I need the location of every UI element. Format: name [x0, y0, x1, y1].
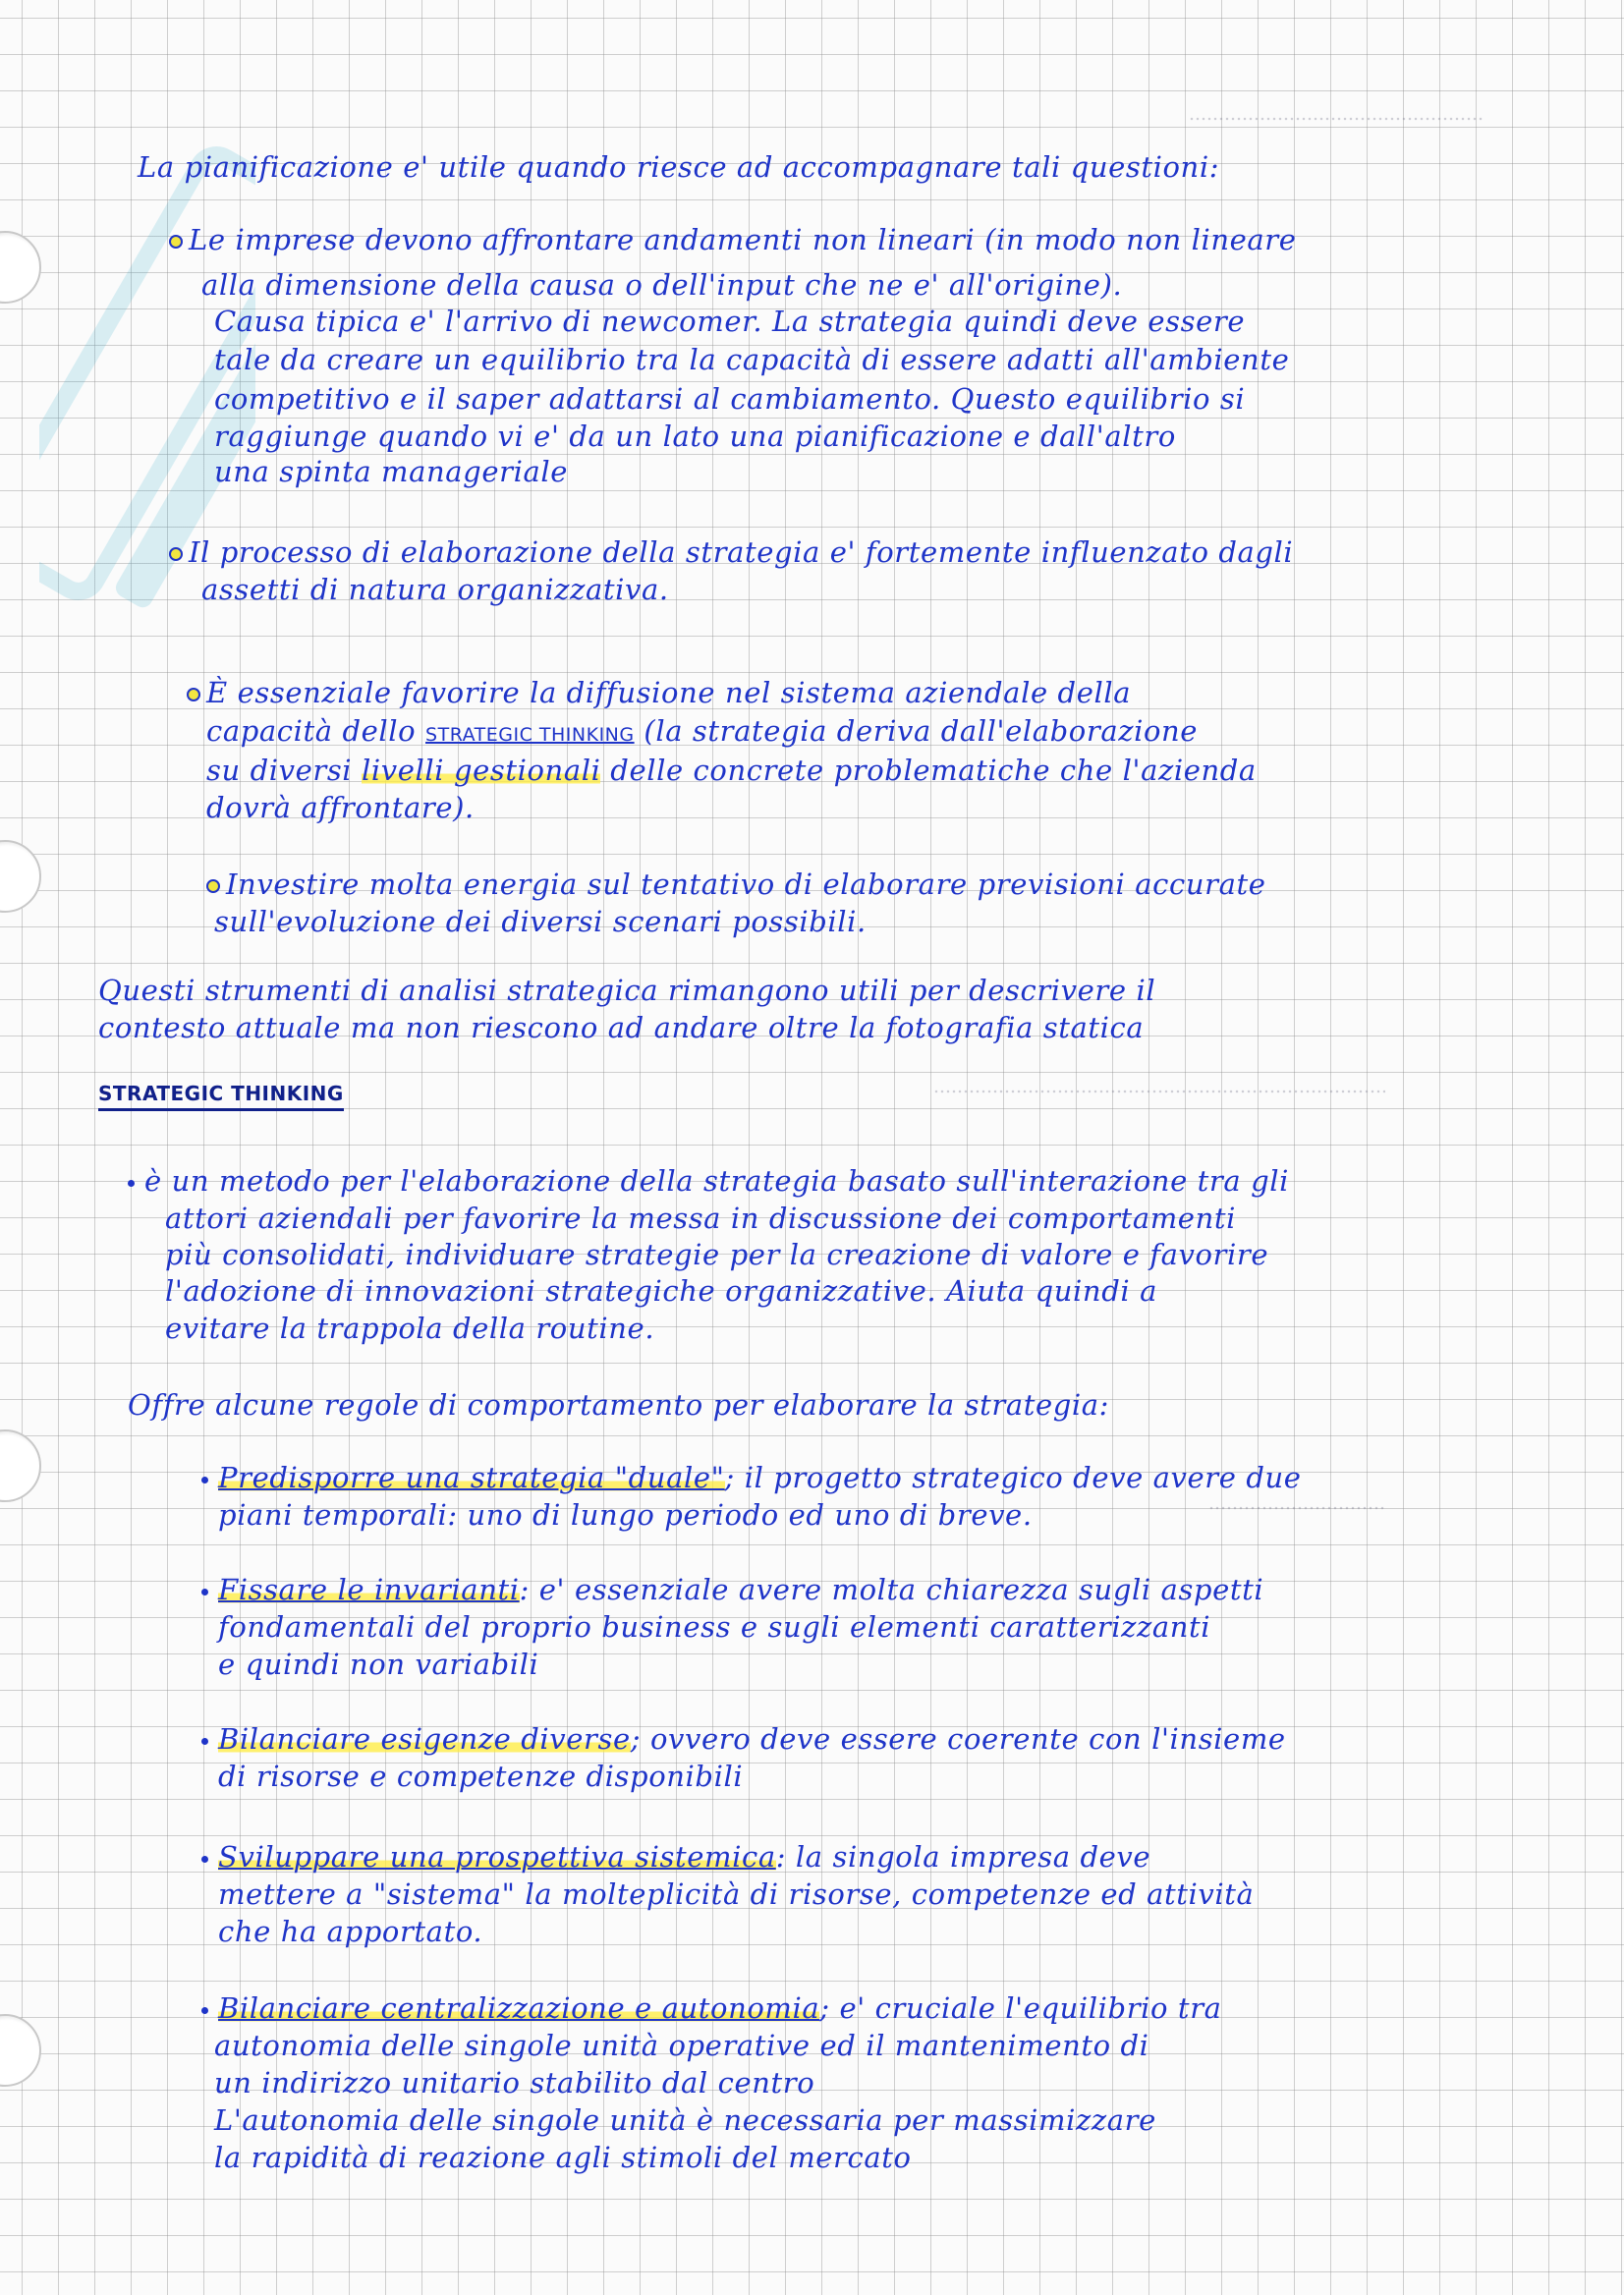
dot-bullet-icon	[201, 1856, 208, 1863]
bullet-a1-line: competitivo e il saper adattarsi al cambiamento. Questo equilibrio si	[214, 382, 1246, 416]
rule-line: L'autonomia delle singole unità è necessaria per massimizzare	[214, 2103, 1156, 2137]
rule-line: fondamentali del proprio business e sugli elementi caratterizzanti	[218, 1610, 1211, 1644]
rule-title: Predisporre una strategia "duale"	[218, 1461, 725, 1494]
punch-hole-icon	[0, 1429, 41, 1502]
section-heading: STRATEGIC THINKING	[98, 1079, 344, 1111]
rule-line: mettere a "sistema" la molteplicità di risorse, competenze ed attività	[218, 1877, 1255, 1911]
bullet-a1-line	[169, 218, 1297, 261]
scan-noise	[1208, 1505, 1385, 1511]
bullet-a3-text: su diversi	[206, 754, 363, 787]
summary-line: contesto attuale ma non riescono ad andare oltre la fotografia statica	[98, 1011, 1145, 1044]
summary-line: Questi strumenti di analisi strategica rimangono utili per descrivere il	[98, 974, 1156, 1007]
rule-text: : la singola impresa deve	[775, 1840, 1151, 1874]
rule-text: ; il progetto strategico deve avere due	[724, 1461, 1302, 1494]
rule-title: Sviluppare una prospettiva sistemica	[218, 1840, 776, 1874]
yellow-circle-bullet-icon	[169, 235, 183, 249]
bullet-a3-line	[187, 671, 1131, 714]
definition-line: attori aziendali per favorire la messa in discussione dei comportamenti	[165, 1202, 1236, 1235]
rule-title: Fissare le invarianti	[218, 1573, 520, 1606]
bullet-a1-line: tale da creare un equilibrio tra la capacità di essere adatti all'ambiente	[214, 343, 1290, 376]
punch-hole-icon	[0, 840, 41, 913]
rule-line: autonomia delle singole unità operative ed il mantenimento di	[214, 2029, 1149, 2062]
rule-line: la rapidità di reazione agli stimoli del mercato	[214, 2141, 912, 2174]
yellow-circle-bullet-icon	[206, 879, 220, 893]
scan-noise	[1189, 116, 1484, 122]
bullet-a1-line: Causa tipica e' l'arrivo di newcomer. La strategia quindi deve essere	[214, 305, 1246, 338]
definition-line: più consolidati, individuare strategie per la creazione di valore e favorire	[165, 1238, 1269, 1271]
rule-line: un indirizzo unitario stabilito dal centro	[214, 2066, 815, 2099]
highlighted-phrase: livelli gestionali	[362, 754, 601, 787]
bullet-a3-text: (la strategia deriva dall'elaborazione	[634, 714, 1199, 748]
dot-bullet-icon	[201, 1589, 208, 1595]
yellow-circle-bullet-icon	[187, 688, 200, 701]
strategic-thinking-keyword: STRATEGIC THINKING	[425, 724, 635, 746]
rule-line: piani temporali: uno di lungo periodo ed uno di breve.	[218, 1498, 1033, 1532]
definition-text: è un metodo per l'elaborazione della strategia basato sull'interazione tra gli	[144, 1164, 1289, 1198]
bullet-a1-line: una spinta manageriale	[214, 455, 568, 488]
rule-title: Bilanciare esigenze diverse	[218, 1722, 631, 1756]
bullet-a3-line: dovrà affrontare).	[206, 791, 475, 824]
bullet-a4-line: sull'evoluzione dei diversi scenari possibili.	[214, 905, 867, 938]
rule-title: Bilanciare centralizzazione e autonomia	[218, 1991, 820, 2025]
punch-hole-icon	[0, 231, 41, 304]
dot-bullet-icon	[201, 1477, 208, 1483]
bullet-a2-text: Il processo di elaborazione della strategia e' fortemente influenzato dagli	[189, 535, 1294, 569]
definition-line: evitare la trappola della routine.	[165, 1312, 655, 1345]
yellow-circle-bullet-icon	[169, 547, 183, 561]
bullet-a1-text: Le imprese devono affrontare andamenti non lineari (in modo non lineare	[189, 223, 1297, 256]
intro-line: La pianificazione e' utile quando riesce ad accompagnare tali questioni:	[138, 150, 1220, 184]
rule-line: e quindi non variabili	[218, 1648, 539, 1681]
bullet-a1-line: alla dimensione della causa o dell'input che ne e' all'origine).	[201, 268, 1123, 302]
bullet-a3-text: capacità dello	[206, 714, 426, 748]
bullet-a3-text: delle concrete problematiche che l'azienda	[600, 754, 1257, 787]
dot-bullet-icon	[201, 2007, 208, 2014]
dot-bullet-icon	[128, 1180, 135, 1187]
bullet-a3-text: È essenziale favorire la diffusione nel sistema aziendale della	[206, 676, 1132, 709]
punch-hole-icon	[0, 2014, 41, 2087]
rule-text: ; e' cruciale l'equilibrio tra	[819, 1991, 1222, 2025]
rule-line: di risorse e competenze disponibili	[218, 1760, 744, 1793]
rule-text: ; ovvero deve essere coerente con l'insieme	[630, 1722, 1286, 1756]
bullet-a1-line: raggiunge quando vi e' da un lato una pianificazione e dall'altro	[214, 420, 1176, 453]
bullet-a4-text: Investire molta energia sul tentativo di elaborare previsioni accurate	[226, 868, 1266, 901]
rule-text: : e' essenziale avere molta chiarezza sugli aspetti	[519, 1573, 1264, 1606]
dot-bullet-icon	[201, 1738, 208, 1745]
scan-noise	[933, 1089, 1385, 1094]
rules-intro-line: Offre alcune regole di comportamento per elaborare la strategia:	[128, 1388, 1110, 1422]
rule-line: che ha apportato.	[218, 1915, 483, 1948]
bullet-a2-line: assetti di natura organizzativa.	[201, 573, 669, 606]
definition-line: l'adozione di innovazioni strategiche organizzative. Aiuta quindi a	[165, 1274, 1157, 1308]
